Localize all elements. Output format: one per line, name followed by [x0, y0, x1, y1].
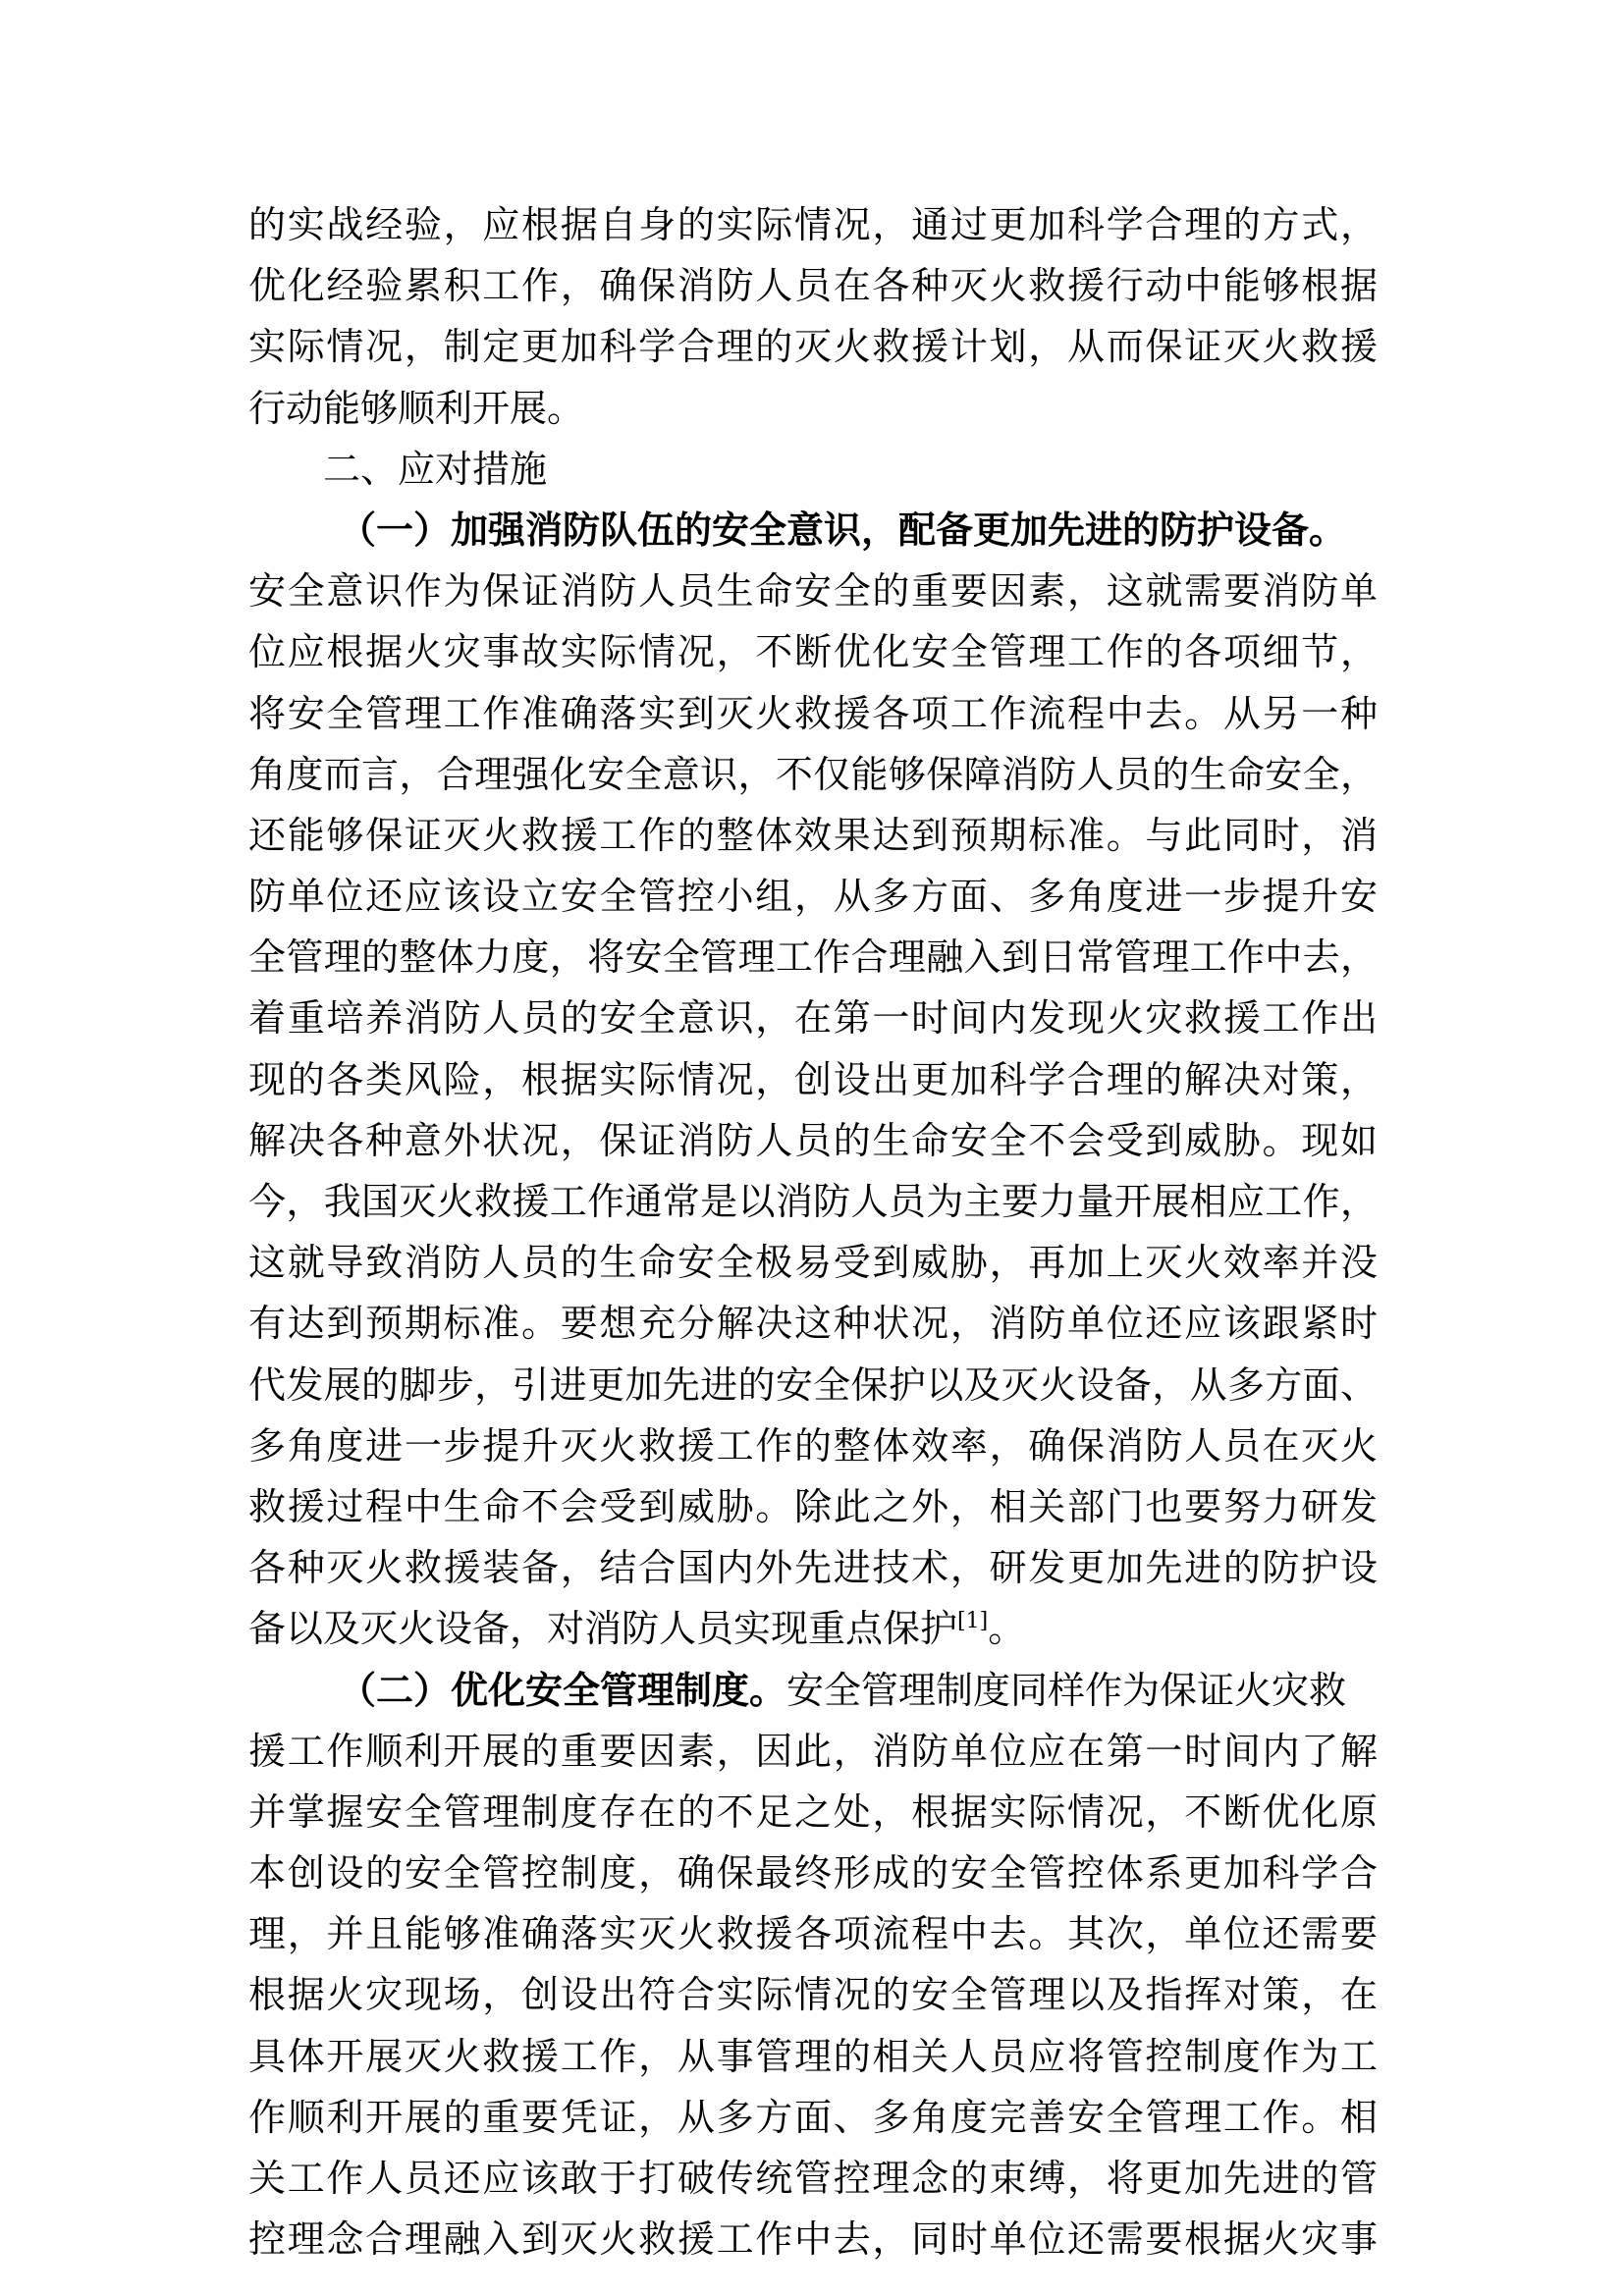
text-line: 各种灭火救援装备，结合国内外先进技术，研发更加先进的防护设 — [248, 1546, 1378, 1590]
text-line: 这就导致消防人员的生命安全极易受到威胁，再加上灭火效率并没 — [248, 1241, 1378, 1285]
section-heading: 二、应对措施 — [323, 447, 548, 491]
subsection-2-first-line — [248, 1660, 1378, 1721]
text-line: 控理念合理融入到灭火救援工作中去，同时单位还需要根据火灾事 — [248, 2217, 1378, 2262]
document-page — [248, 194, 1378, 2269]
text-line: 理，并且能够准确落实灭火救援各项流程中去。其次，单位还需要 — [248, 1912, 1378, 1956]
text-line: 作顺利开展的重要凭证，从多方面、多角度完善安全管理工作。相 — [248, 2095, 1378, 2139]
text-line: 救援过程中生命不会受到威胁。除此之外，相关部门也要努力研发 — [248, 1484, 1378, 1528]
text-line: 援工作顺利开展的重要因素，因此，消防单位应在第一时间内了解 — [248, 1729, 1378, 1773]
text-segment: 备以及灭火设备，对消防人员实现重点保护 — [248, 1607, 958, 1651]
text-line: 位应根据火灾事故实际情况，不断优化安全管理工作的各项细节， — [248, 630, 1378, 674]
intro-paragraph — [248, 194, 1378, 439]
text-line: 全管理的整体力度，将安全管理工作合理融入到日常管理工作中去， — [248, 935, 1378, 980]
text-line: 安全意识作为保证消防人员生命安全的重要因素，这就需要消防单 — [248, 569, 1378, 614]
subsection-1 — [248, 500, 1378, 1660]
text-line: 行动能够顺利开展。 — [248, 386, 585, 430]
text-segment: 。 — [988, 1607, 1026, 1651]
text-line: 实际情况，制定更加科学合理的灭火救援计划，从而保证灭火救援 — [248, 325, 1378, 369]
subsection-2 — [248, 1660, 1378, 2270]
subsection-2-heading: （二）优化安全管理制度。 — [339, 1668, 787, 1712]
text-line: 具体开展灭火救援工作，从事管理的相关人员应将管控制度作为工 — [248, 2034, 1378, 2078]
text-line: 现的各类风险，根据实际情况，创设出更加科学合理的解决对策， — [248, 1057, 1378, 1101]
text-line-with-citation — [248, 1598, 1378, 1659]
text-line: 有达到预期标准。要想充分解决这种状况，消防单位还应该跟紧时 — [248, 1302, 1378, 1346]
text-line: 解决各种意外状况，保证消防人员的生命安全不会受到威胁。现如 — [248, 1118, 1378, 1162]
subsection-1-heading: （一）加强消防队伍的安全意识，配备更加先进的防护设备。 — [339, 507, 1347, 552]
text-line: 代发展的脚步，引进更加先进的安全保护以及灭火设备，从多方面、 — [248, 1362, 1378, 1407]
text-line: 多角度进一步提升灭火救援工作的整体效率，确保消防人员在灭火 — [248, 1423, 1378, 1468]
text-line: 防单位还应该设立安全管控小组，从多方面、多角度进一步提升安 — [248, 875, 1378, 919]
text-line: 还能够保证灭火救援工作的整体效果达到预期标准。与此同时，消 — [248, 813, 1378, 857]
text-line: 角度而言，合理强化安全意识，不仅能够保障消防人员的生命安全， — [248, 752, 1378, 796]
text-line: 关工作人员还应该敢于打破传统管控理念的束缚，将更加先进的管 — [248, 2157, 1378, 2200]
text-line: 的实战经验，应根据自身的实际情况，通过更加科学合理的方式， — [248, 203, 1378, 246]
text-line: 将安全管理工作准确落实到灭火救援各项工作流程中去。从另一种 — [248, 691, 1378, 735]
citation-marker: [1] — [957, 1609, 989, 1634]
text-line: 今，我国灭火救援工作通常是以消防人员为主要力量开展相应工作， — [248, 1180, 1378, 1223]
text-line: 本创设的安全管控制度，确保最终形成的安全管控体系更加科学合 — [248, 1851, 1378, 1896]
text-line: 根据火灾现场，创设出符合实际情况的安全管理以及指挥对策，在 — [248, 1973, 1378, 2017]
text-line: 并掌握安全管理制度存在的不足之处，根据实际情况，不断优化原 — [248, 1789, 1378, 1834]
text-line: 着重培养消防人员的安全意识，在第一时间内发现火灾救援工作出 — [248, 996, 1378, 1041]
text-segment: 安全管理制度同样作为保证火灾救 — [786, 1668, 1347, 1712]
text-line: 优化经验累积工作，确保消防人员在各种灭火救援行动中能够根据 — [248, 264, 1378, 308]
